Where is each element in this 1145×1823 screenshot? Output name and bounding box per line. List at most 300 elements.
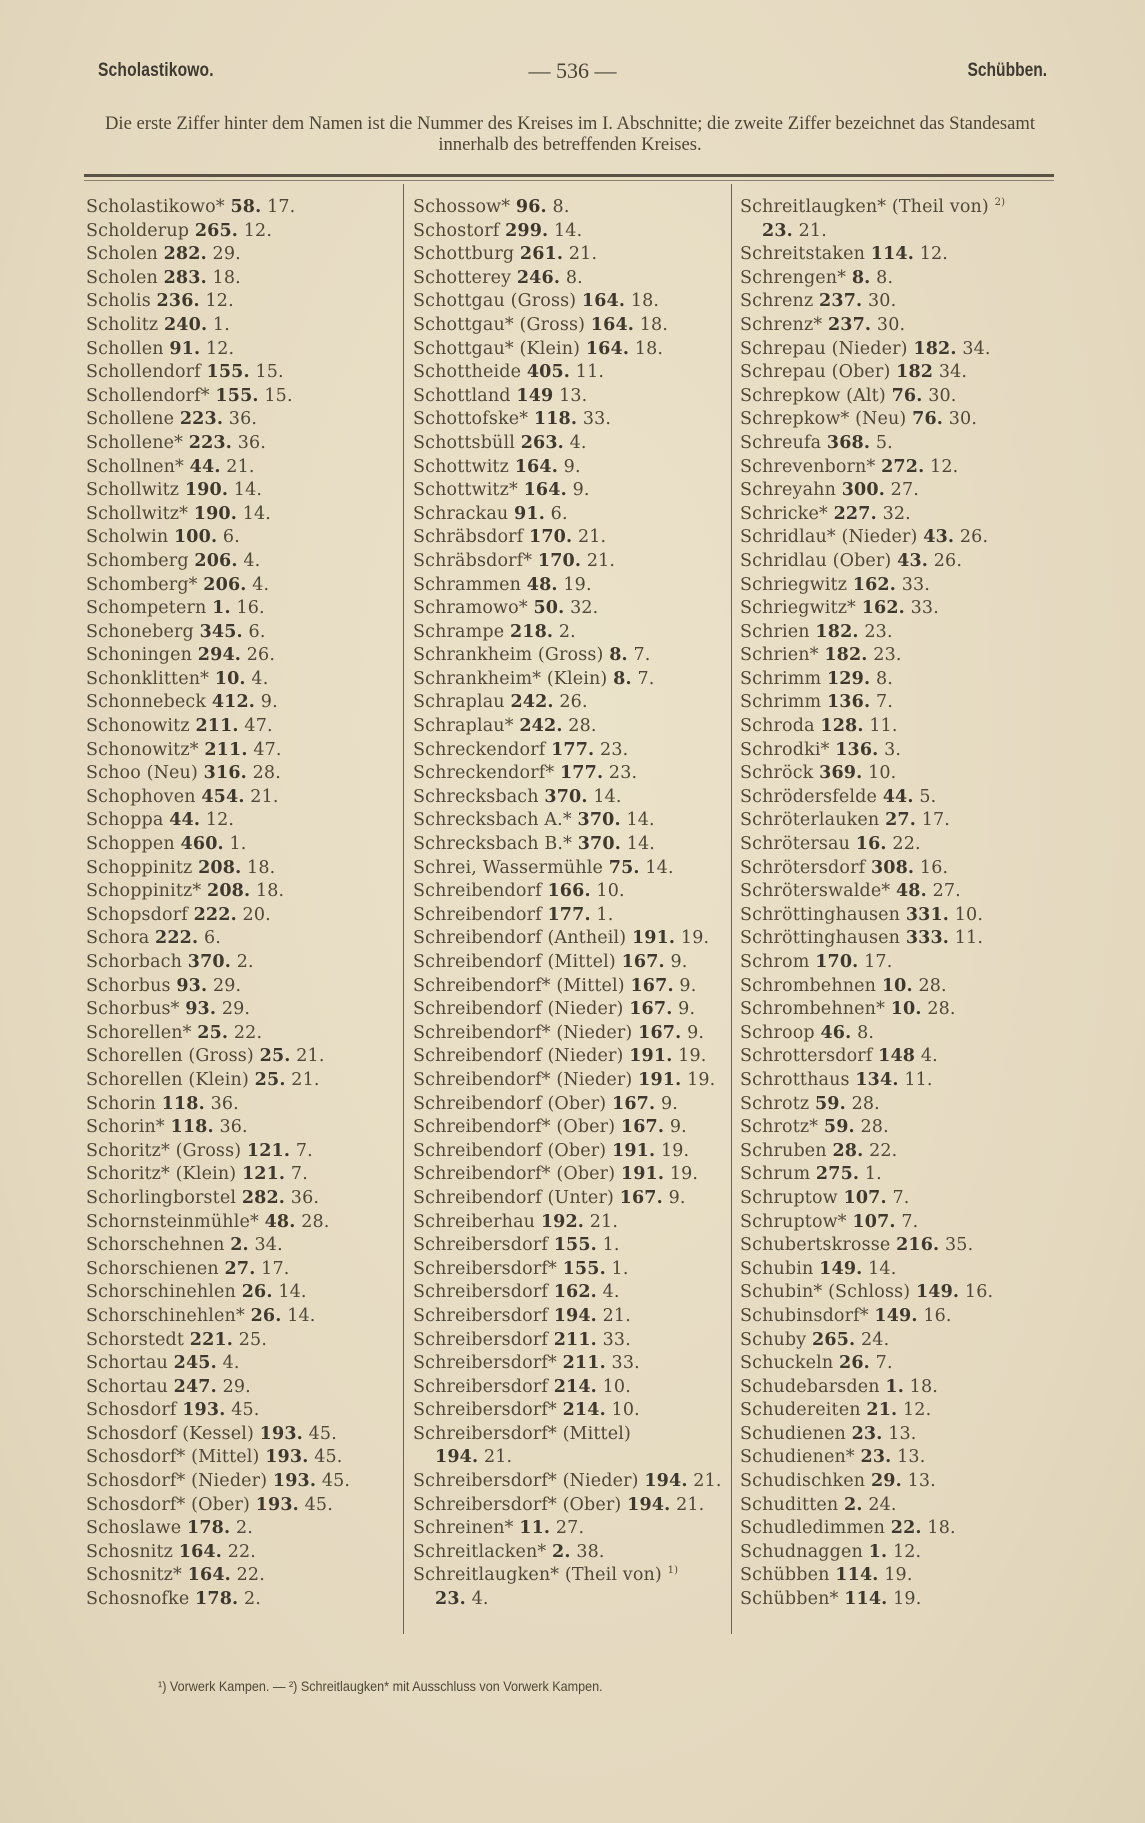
kreis-number: 282. xyxy=(241,1187,286,1208)
index-entry xyxy=(86,1281,396,1305)
place-name: Schudischken xyxy=(740,1471,866,1492)
kreis-number: 2. xyxy=(844,1494,863,1515)
kreis-number: 331. xyxy=(905,904,950,925)
standesamt-number: 2. xyxy=(244,1589,261,1610)
place-name: Schrombehnen xyxy=(740,975,877,996)
standesamt-number: 10. xyxy=(596,881,625,902)
kreis-number: 8. xyxy=(609,645,628,666)
place-name: Schudnaggen xyxy=(740,1541,863,1562)
kreis-number: 194. xyxy=(644,1471,688,1492)
standesamt-number: 21. xyxy=(577,527,607,548)
standesamt-number: 7. xyxy=(633,645,651,666)
kreis-number: 167. xyxy=(612,1093,656,1114)
kreis-number: 316. xyxy=(203,763,247,784)
kreis-number: 166. xyxy=(547,881,591,902)
standesamt-number: 9. xyxy=(260,692,278,713)
index-entry xyxy=(413,574,729,598)
standesamt-number: 9. xyxy=(669,1117,687,1138)
place-name: Schorstedt xyxy=(86,1329,185,1350)
kreis-number: 91. xyxy=(169,338,201,359)
index-entry xyxy=(740,456,1056,480)
standesamt-number: 4. xyxy=(251,668,269,689)
kreis-number: 412. xyxy=(211,692,256,713)
standesamt-number: 21. xyxy=(693,1471,722,1492)
index-entry xyxy=(86,385,396,409)
standesamt-number: 27. xyxy=(932,881,961,902)
place-name: Schreitlaugken* (Theil von) xyxy=(740,197,989,217)
place-name: Schorbach xyxy=(86,952,183,972)
standesamt-number: 1. xyxy=(596,904,614,925)
page-number: — 536 — xyxy=(528,58,617,83)
kreis-number: 58. xyxy=(230,197,262,217)
place-name: Schompetern xyxy=(86,598,207,619)
place-name: Schrenz xyxy=(740,291,814,312)
index-entry xyxy=(413,1305,729,1329)
index-entry xyxy=(740,243,1056,267)
index-entry xyxy=(740,432,1056,456)
index-entry xyxy=(413,1258,729,1282)
kreis-number: 167. xyxy=(621,952,665,972)
place-name: Schosnitz xyxy=(86,1541,174,1562)
index-entry xyxy=(740,597,1056,621)
standesamt-number: 12. xyxy=(903,1400,932,1421)
standesamt-number: 12. xyxy=(205,291,234,312)
standesamt-number: 21. xyxy=(226,456,255,477)
index-entry xyxy=(86,880,396,904)
index-entry xyxy=(740,715,1056,739)
index-column-1 xyxy=(86,196,396,1612)
standesamt-number: 24. xyxy=(868,1494,897,1515)
standesamt-number: 11. xyxy=(869,716,898,737)
kreis-number: 27. xyxy=(885,810,916,831)
index-entry xyxy=(86,1022,396,1046)
kreis-number: 21. xyxy=(866,1400,898,1421)
standesamt-number: 16. xyxy=(964,1282,994,1303)
index-entry xyxy=(413,503,729,527)
index-entry xyxy=(86,550,396,574)
standesamt-number: 13. xyxy=(897,1447,926,1468)
standesamt-number: 21. xyxy=(676,1494,705,1515)
kreis-number: 8. xyxy=(851,267,871,288)
index-entry xyxy=(86,526,396,550)
place-name: Schreufa xyxy=(740,432,822,453)
kreis-number: 211. xyxy=(195,716,239,737)
kreis-number: 272. xyxy=(881,456,925,477)
index-entry xyxy=(86,1352,396,1376)
place-name: Schreiberhau xyxy=(413,1211,536,1232)
index-entry xyxy=(740,1116,1056,1140)
place-name: Schoppinitz xyxy=(86,857,193,878)
kreis-number: 216. xyxy=(896,1235,940,1256)
standesamt-number: 6. xyxy=(248,621,266,642)
place-name: Schreibersdorf* (Ober) xyxy=(413,1494,622,1515)
index-entry xyxy=(86,220,396,244)
standesamt-number: 9. xyxy=(668,1187,686,1208)
standesamt-number: 8. xyxy=(857,1022,875,1043)
index-entry xyxy=(740,809,1056,833)
index-entry xyxy=(86,1211,396,1235)
standesamt-number: 21. xyxy=(250,786,279,807)
standesamt-number: 20. xyxy=(242,904,271,925)
index-entry xyxy=(413,668,729,692)
index-entry xyxy=(413,1423,729,1470)
index-entry xyxy=(86,1541,396,1565)
place-name: Schoppinitz* xyxy=(86,881,202,902)
standesamt-number: 14. xyxy=(645,857,674,878)
kreis-number: 191. xyxy=(620,1164,665,1185)
place-name: Schotterey xyxy=(413,267,512,288)
footnotes: ¹) Vorwerk Kampen. — ²) Schreitlaugken* mit Ausschluss von Vorwerk Kampen. xyxy=(158,1678,603,1694)
index-entry xyxy=(740,691,1056,715)
place-name: Schollendorf* xyxy=(86,385,210,406)
standesamt-number: 13. xyxy=(559,385,588,406)
index-entry xyxy=(413,479,729,503)
standesamt-number: 26. xyxy=(959,527,989,548)
kreis-number: 10. xyxy=(881,975,913,996)
standesamt-number: 1. xyxy=(611,1258,629,1279)
kreis-number: 177. xyxy=(547,904,591,925)
index-entry xyxy=(86,998,396,1022)
index-entry xyxy=(413,408,729,432)
index-entry xyxy=(86,1163,396,1187)
standesamt-number: 34. xyxy=(962,338,991,359)
standesamt-number: 33. xyxy=(602,1329,631,1350)
kreis-number: 148 xyxy=(878,1046,916,1067)
standesamt-number: 28. xyxy=(568,716,597,737)
place-name: Schreibersdorf xyxy=(413,1235,548,1256)
kreis-number: 114. xyxy=(870,244,914,265)
standesamt-number: 29. xyxy=(212,244,241,265)
place-name: Schollene* xyxy=(86,432,184,453)
kreis-number: 170. xyxy=(815,952,859,972)
standesamt-number: 19. xyxy=(687,1069,716,1090)
index-entry xyxy=(86,597,396,621)
place-name: Schosdorf* (Ober) xyxy=(86,1494,250,1515)
place-name: Schottofske* xyxy=(413,409,529,430)
index-entry xyxy=(86,1140,396,1164)
index-entry xyxy=(86,456,396,480)
place-name: Schrom xyxy=(740,952,810,972)
header-rule-thick xyxy=(84,174,1054,177)
place-name: Schriegwitz* xyxy=(740,598,856,619)
standesamt-number: 4. xyxy=(602,1282,620,1303)
index-entry xyxy=(740,550,1056,574)
place-name: Schottburg xyxy=(413,244,515,265)
place-name: Schollendorf xyxy=(86,362,201,383)
place-name: Schrodki* xyxy=(740,739,830,760)
standesamt-number: 18. xyxy=(255,881,285,902)
index-entry xyxy=(740,1329,1056,1353)
place-name: Schorbus xyxy=(86,975,171,996)
kreis-number: 242. xyxy=(510,692,554,713)
standesamt-number: 8. xyxy=(565,267,583,288)
kreis-number: 194. xyxy=(627,1494,671,1515)
index-entry xyxy=(413,975,729,999)
kreis-number: 208. xyxy=(207,881,251,902)
kreis-number: 128. xyxy=(820,716,864,737)
kreis-number: 162. xyxy=(553,1282,597,1303)
index-entry xyxy=(86,1494,396,1518)
place-name: Schröck xyxy=(740,763,814,784)
kreis-number: 23. xyxy=(762,220,793,241)
standesamt-number: 33. xyxy=(901,574,931,595)
index-entry xyxy=(740,479,1056,503)
standesamt-number: 9. xyxy=(660,1093,678,1114)
index-entry xyxy=(413,338,729,362)
index-entry xyxy=(86,833,396,857)
kreis-number: 208. xyxy=(198,857,242,878)
standesamt-number: 23. xyxy=(873,645,902,666)
index-entry xyxy=(413,456,729,480)
index-entry xyxy=(740,762,1056,786)
kreis-number: 246. xyxy=(516,267,561,288)
standesamt-number: 2. xyxy=(558,621,576,642)
place-name: Schottgau* (Klein) xyxy=(413,338,581,359)
place-name: Schrei, Wassermühle xyxy=(413,857,604,878)
index-entry xyxy=(740,927,1056,951)
kreis-number: 2. xyxy=(230,1235,249,1256)
standesamt-number: 28. xyxy=(927,999,956,1020)
index-entry xyxy=(740,739,1056,763)
standesamt-number: 18. xyxy=(639,314,669,335)
standesamt-number: 19. xyxy=(678,1046,707,1067)
index-entry xyxy=(86,1446,396,1470)
place-name: Schorellen (Klein) xyxy=(86,1069,249,1090)
right-catchword: Schübben. xyxy=(967,60,1047,81)
index-entry xyxy=(413,1022,729,1046)
standesamt-number: 34. xyxy=(938,362,968,383)
place-name: Schuditten xyxy=(740,1494,839,1515)
index-entry xyxy=(413,314,729,338)
standesamt-number: 21. xyxy=(602,1305,631,1326)
kreis-number: 16. xyxy=(855,834,887,855)
index-entry xyxy=(413,1494,729,1518)
index-entry xyxy=(413,526,729,550)
place-name: Schrammen xyxy=(413,574,522,595)
kreis-number: 155. xyxy=(206,362,250,383)
kreis-number: 149. xyxy=(874,1305,918,1326)
standesamt-number: 28. xyxy=(851,1093,880,1114)
standesamt-number: 47. xyxy=(253,739,282,760)
place-name: Schonowitz* xyxy=(86,739,199,760)
kreis-number: 96. xyxy=(515,197,547,217)
place-name: Schröterlauken xyxy=(740,810,880,831)
standesamt-number: 23. xyxy=(600,739,629,760)
place-name: Schrombehnen* xyxy=(740,999,885,1020)
place-name: Schudienen* xyxy=(740,1447,855,1468)
standesamt-number: 18. xyxy=(630,291,660,312)
index-entry xyxy=(413,1234,729,1258)
kreis-number: 222. xyxy=(193,904,237,925)
standesamt-number: 15. xyxy=(264,385,293,406)
standesamt-number: 1. xyxy=(602,1235,620,1256)
place-name: Schramowo* xyxy=(413,598,528,619)
kreis-number: 194. xyxy=(435,1447,479,1468)
place-name: Schuby xyxy=(740,1329,807,1350)
standesamt-number: 28. xyxy=(301,1211,330,1232)
index-entry xyxy=(740,1187,1056,1211)
index-entry xyxy=(413,243,729,267)
standesamt-number: 32. xyxy=(570,598,599,619)
standesamt-number: 30. xyxy=(868,291,897,312)
place-name: Schudebarsden xyxy=(740,1376,880,1397)
standesamt-number: 9. xyxy=(670,952,688,972)
place-name: Schottgau* (Gross) xyxy=(413,314,586,335)
index-entry xyxy=(740,1494,1056,1518)
index-entry xyxy=(740,786,1056,810)
standesamt-number: 6. xyxy=(222,527,240,548)
kreis-number: 44. xyxy=(882,786,914,807)
kreis-number: 155. xyxy=(562,1258,606,1279)
kreis-number: 136. xyxy=(826,692,871,713)
place-name: Schraplau* xyxy=(413,716,514,737)
index-entry xyxy=(413,1211,729,1235)
place-name: Schorellen (Gross) xyxy=(86,1046,254,1067)
kreis-number: 59. xyxy=(823,1117,855,1138)
standesamt-number: 9. xyxy=(687,1022,705,1043)
place-name: Schreyahn xyxy=(740,480,836,501)
place-name: Schreibendorf* (Ober) xyxy=(413,1117,616,1138)
place-name: Schoo (Neu) xyxy=(86,763,198,784)
index-entry xyxy=(413,196,729,220)
kreis-number: 247. xyxy=(173,1376,217,1397)
index-entry xyxy=(86,574,396,598)
place-name: Schridlau (Ober) xyxy=(740,550,892,571)
index-entry xyxy=(740,314,1056,338)
kreis-number: 25. xyxy=(197,1022,229,1043)
place-name: Schonklitten* xyxy=(86,668,210,689)
standesamt-number: 5. xyxy=(919,786,937,807)
kreis-number: 22. xyxy=(890,1518,922,1539)
place-name: Schreibendorf (Mittel) xyxy=(413,952,616,972)
place-name: Schrottersdorf xyxy=(740,1046,873,1067)
index-entry xyxy=(413,1163,729,1187)
kreis-number: 454. xyxy=(201,786,245,807)
kreis-number: 240. xyxy=(163,314,208,335)
standesamt-number: 17. xyxy=(921,810,950,831)
standesamt-number: 47. xyxy=(244,716,273,737)
kreis-number: 44. xyxy=(169,810,201,831)
kreis-number: 28. xyxy=(832,1140,864,1161)
index-entry xyxy=(413,1069,729,1093)
kreis-number: 136. xyxy=(835,739,879,760)
index-entry xyxy=(86,691,396,715)
kreis-number: 242. xyxy=(519,716,563,737)
place-name: Schorschienen xyxy=(86,1258,219,1279)
place-name: Schornsteinmühle* xyxy=(86,1211,259,1232)
index-entry xyxy=(413,998,729,1022)
place-name: Schruben xyxy=(740,1140,827,1161)
standesamt-number: 19. xyxy=(669,1164,699,1185)
kreis-number: 193. xyxy=(272,1471,317,1492)
standesamt-number: 5. xyxy=(875,432,893,453)
standesamt-number: 21. xyxy=(296,1046,325,1067)
place-name: Schübben* xyxy=(740,1589,839,1610)
kreis-number: 107. xyxy=(843,1187,887,1208)
place-name: Schrankheim (Gross) xyxy=(413,645,604,666)
index-entry xyxy=(740,503,1056,527)
standesamt-number: 7. xyxy=(295,1140,313,1161)
kreis-number: 182. xyxy=(824,645,868,666)
place-name: Schrimm xyxy=(740,668,822,689)
standesamt-number: 8. xyxy=(876,267,894,288)
index-entry xyxy=(86,621,396,645)
place-name: Schosdorf xyxy=(86,1400,177,1421)
standesamt-number: 34. xyxy=(254,1235,283,1256)
place-name: Schosdorf (Kessel) xyxy=(86,1423,254,1444)
header-rule-thin xyxy=(84,180,1054,181)
index-entry xyxy=(413,927,729,951)
standesamt-number: 14. xyxy=(626,810,655,831)
place-name: Schubin xyxy=(740,1258,814,1279)
place-name: Schollwitz* xyxy=(86,503,189,524)
kreis-number: 10. xyxy=(890,999,922,1020)
kreis-number: 294. xyxy=(197,645,242,666)
index-entry xyxy=(413,361,729,385)
index-entry xyxy=(740,1423,1056,1447)
left-catchword: Scholastikowo. xyxy=(98,60,214,81)
standesamt-number: 17. xyxy=(267,197,296,217)
kreis-number: 26. xyxy=(839,1353,870,1374)
index-entry xyxy=(413,597,729,621)
index-entry xyxy=(740,1258,1056,1282)
standesamt-number: 21. xyxy=(291,1069,320,1090)
place-name: Schreibersdorf xyxy=(413,1329,548,1350)
standesamt-number: 18. xyxy=(247,857,276,878)
place-name: Schrankheim* (Klein) xyxy=(413,668,608,689)
place-name: Schollene xyxy=(86,409,175,430)
kreis-number: 283. xyxy=(163,267,207,288)
standesamt-number: 6. xyxy=(203,928,221,949)
footnote-marker: 2) xyxy=(994,197,1006,209)
standesamt-number: 19. xyxy=(660,1140,690,1161)
index-entry xyxy=(86,267,396,291)
place-name: Scholderup xyxy=(86,220,190,241)
place-name: Schricke* xyxy=(740,503,828,524)
place-name: Schröttinghausen xyxy=(740,928,901,949)
index-entry xyxy=(740,1093,1056,1117)
standesamt-number: 11. xyxy=(904,1069,933,1090)
standesamt-number: 12. xyxy=(205,810,235,831)
place-name: Schröterswalde* xyxy=(740,881,891,902)
kreis-number: 155. xyxy=(553,1235,597,1256)
standesamt-number: 1. xyxy=(864,1164,882,1185)
kreis-number: 167. xyxy=(629,999,673,1020)
index-entry xyxy=(740,574,1056,598)
kreis-number: 2. xyxy=(552,1541,571,1562)
index-entry xyxy=(740,998,1056,1022)
kreis-number: 214. xyxy=(562,1400,606,1421)
kreis-number: 237. xyxy=(827,314,872,335)
standesamt-number: 30. xyxy=(928,385,957,406)
place-name: Schreibendorf* (Nieder) xyxy=(413,1069,633,1090)
place-name: Schottwitz xyxy=(413,456,509,477)
kreis-number: 261. xyxy=(519,244,564,265)
standesamt-number: 21. xyxy=(798,220,827,241)
kreis-number: 48. xyxy=(264,1211,296,1232)
index-entry xyxy=(740,290,1056,314)
kreis-number: 170. xyxy=(529,527,573,548)
place-name: Schrödersfelde xyxy=(740,786,877,807)
index-entry xyxy=(740,951,1056,975)
kreis-number: 164. xyxy=(590,314,635,335)
standesamt-number: 12. xyxy=(919,244,948,265)
standesamt-number: 12. xyxy=(892,1541,922,1562)
index-entry xyxy=(413,1045,729,1069)
kreis-number: 46. xyxy=(820,1022,852,1043)
kreis-number: 182 xyxy=(896,362,934,383)
kreis-number: 370. xyxy=(544,786,588,807)
